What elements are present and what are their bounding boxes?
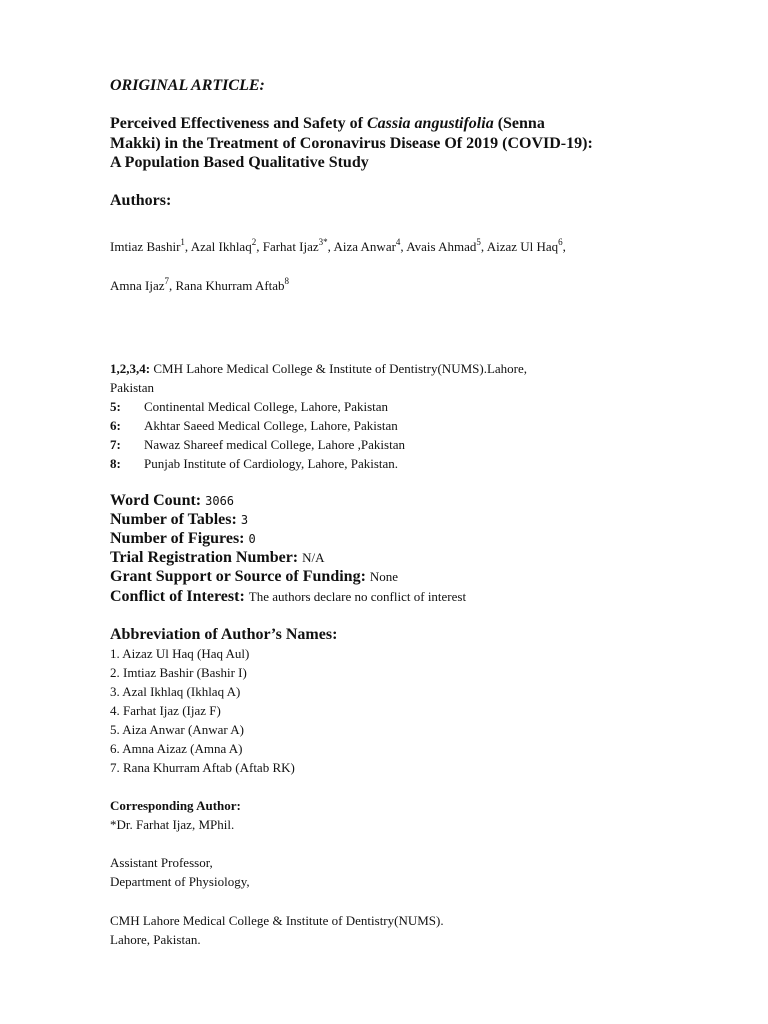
author: Aizaz Ul Haq$^6$, [486,236,566,254]
abbreviation-heading: Abbreviation of Author’s Names: [110,626,338,643]
affiliation-1-4-cont: Pakistan [110,380,155,395]
affiliation-6: 6: Akhtar Saeed Medical College, Lahore, Pakistan [110,418,398,433]
affiliation-label: 1,2,3,4: [110,361,151,376]
affiliation-8: 8: Punjab Institute of Cardiology, Lahore, Pakistan. [110,456,399,471]
authors-line-2 [110,275,290,294]
abbreviation-item: 3. Azal Ikhlaq (Ikhlaq A) [110,684,241,699]
corresponding-department: Department of Physiology, [110,874,250,889]
abbreviation-item: 2. Imtiaz Bashir (Bashir I) [110,665,247,680]
author: Amna Ijaz$^7$, [110,275,176,293]
title-line-3: A Population Based Qualitative Study [110,154,369,171]
abbreviation-item: 7. Rana Khurram Aftab (Aftab RK) [110,760,295,775]
conflict-of-interest: Conflict of Interest: The authors declare no conflict of interest [110,588,467,605]
number-of-figures: Number of Figures: 0 [110,530,256,547]
title-species: Cassia angustifolia [366,115,494,132]
affiliation-text: CMH Lahore Medical College & Institute of Dentistry(NUMS).Lahore, [150,361,528,376]
author: Avais Ahmad$^5$, [406,236,487,254]
corresponding-heading: Corresponding Author: [110,798,241,813]
corresponding-position: Assistant Professor, [110,855,213,870]
word-count: Word Count: 3066 [110,492,235,509]
affiliation-7: 7: Nawaz Shareef medical College, Lahore ,Pakistan [110,437,405,452]
abbreviation-item: 5. Aiza Anwar (Anwar A) [110,722,244,737]
author: Farhat Ijaz$^{3*}$, [262,236,334,254]
corresponding-city: Lahore, Pakistan. [110,932,201,947]
corresponding-name: *Dr. Farhat Ijaz, MPhil. [110,817,235,832]
title-line-1 [110,114,545,134]
corresponding-institution: CMH Lahore Medical College & Institute of Dentistry(NUMS). [110,913,444,928]
authors-line-1 [110,236,566,255]
author: Imtiaz Bashir$^1$, [110,236,191,254]
title-line-2: Makki) in the Treatment of Coronavirus Disease Of 2019 (COVID-19): [110,135,593,152]
abbreviation-item: 4. Farhat Ijaz (Ijaz F) [110,703,221,718]
title-part-1: Perceived Effectiveness and Safety of [110,115,367,132]
number-of-tables: Number of Tables: 3 [110,511,249,528]
author: Aiza Anwar$^4$, [333,236,407,254]
affiliation-1-4 [110,361,527,377]
authors-heading: Authors: [110,192,172,209]
trial-registration: Trial Registration Number: N/A [110,549,325,566]
grant-support: Grant Support or Source of Funding: None [110,568,399,585]
author: Rana Khurram Aftab$^8$ [175,275,290,293]
article-type: ORIGINAL ARTICLE: [110,77,265,94]
abbreviation-item: 6. Amna Aizaz (Amna A) [110,741,243,756]
affiliation-5: 5: Continental Medical College, Lahore, Pakistan [110,399,389,414]
abbreviation-item: 1. Aizaz Ul Haq (Haq Aul) [110,646,250,661]
title-part-2: (Senna [493,115,545,132]
author: Azal Ikhlaq$^2$, [190,236,263,254]
